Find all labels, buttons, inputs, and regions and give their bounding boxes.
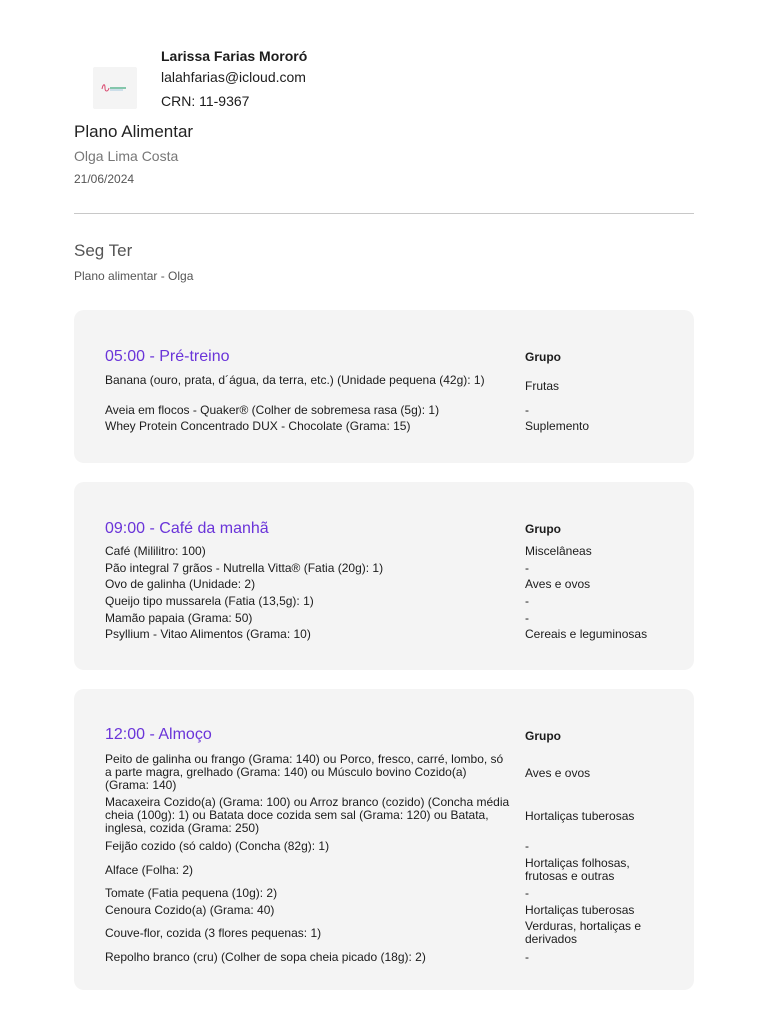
professional-name: Larissa Farias Mororó xyxy=(161,48,308,64)
document-date: 21/06/2024 xyxy=(74,172,135,186)
food-item: Repolho branco (cru) (Colher de sopa cheia picado (18g): 2) xyxy=(105,950,426,964)
food-item: Alface (Folha: 2) xyxy=(105,863,194,877)
food-item: Mamão papaia (Grama: 50) xyxy=(105,611,253,625)
food-item: Macaxeira Cozido(a) (Grama: 100) ou Arroz branco (cozido) (Concha média cheia (100g): 1) ou Batata doce cozida sem sal (Grama: 120) ou Batata, inglesa, cozida (Grama: 250) xyxy=(105,795,510,835)
food-item: Queijo tipo mussarela (Fatia (13,5g): 1) xyxy=(105,594,314,608)
meal-card xyxy=(74,689,694,990)
food-item: Peito de galinha ou frango (Grama: 140) ou Porco, fresco, carré, lombo, só a parte magra, grelhado (Grama: 140) ou Músculo bovino Cozido(a) (Grama: 140) xyxy=(105,752,504,792)
food-group: - xyxy=(525,561,529,575)
food-group: Frutas xyxy=(525,379,560,393)
food-item: Aveia em flocos - Quaker® (Colher de sobremesa rasa (5g): 1) xyxy=(105,403,440,417)
food-group: Hortaliças folhosas, frutosas e outras xyxy=(525,856,630,883)
food-item: Cenoura Cozido(a) (Grama: 40) xyxy=(105,903,275,917)
plan-description: Plano alimentar - Olga xyxy=(74,269,194,283)
meal-title: 05:00 - Pré-treino xyxy=(105,348,230,365)
food-item: Whey Protein Concentrado DUX - Chocolate (Grama: 15) xyxy=(105,419,411,433)
group-header: Grupo xyxy=(525,522,561,536)
food-group: Hortaliças tuberosas xyxy=(525,903,635,917)
patient-name: Olga Lima Costa xyxy=(74,148,179,164)
professional-email: lalahfarias@icloud.com xyxy=(161,69,306,85)
group-header: Grupo xyxy=(525,350,561,364)
food-item: Psyllium - Vitao Alimentos (Grama: 10) xyxy=(105,627,311,641)
meal-title: 09:00 - Café da manhã xyxy=(105,520,269,537)
food-item: Pão integral 7 grãos - Nutrella Vitta® (Fatia (20g): 1) xyxy=(105,561,384,575)
food-item: Couve-flor, cozida (3 flores pequenas: 1) xyxy=(105,926,322,940)
logo xyxy=(93,67,137,109)
professional-info xyxy=(161,47,307,113)
food-group: Aves e ovos xyxy=(525,577,591,591)
professional-crn: CRN: 11-9367 xyxy=(161,93,250,109)
plan-days: Seg Ter xyxy=(74,241,133,260)
document-title: Plano Alimentar xyxy=(74,122,194,141)
food-item: Feijão cozido (só caldo) (Concha (82g): 1) xyxy=(105,839,330,853)
food-group: - xyxy=(525,950,529,964)
group-header: Grupo xyxy=(525,729,561,743)
food-group: Hortaliças tuberosas xyxy=(525,809,635,823)
food-group: Miscelâneas xyxy=(525,544,592,558)
food-group: - xyxy=(525,886,529,900)
meal-title: 12:00 - Almoço xyxy=(105,726,212,743)
food-item: Ovo de galinha (Unidade: 2) xyxy=(105,577,256,591)
food-group: Aves e ovos xyxy=(525,766,591,780)
food-item: Banana (ouro, prata, d´água, da terra, etc.) (Unidade pequena (42g): 1) xyxy=(105,373,485,387)
meal-card xyxy=(74,310,694,463)
food-group: Cereais e leguminosas xyxy=(525,627,648,641)
food-group: - xyxy=(525,839,529,853)
food-group: Verduras, hortaliças e derivados xyxy=(525,919,642,946)
food-group: - xyxy=(525,611,529,625)
meal-card xyxy=(74,482,694,670)
food-item: Café (Mililitro: 100) xyxy=(105,544,206,558)
food-group: - xyxy=(525,403,529,417)
food-group: - xyxy=(525,594,529,608)
food-group: Suplemento xyxy=(525,419,590,433)
food-item: Tomate (Fatia pequena (10g): 2) xyxy=(105,886,278,900)
divider xyxy=(74,213,694,214)
